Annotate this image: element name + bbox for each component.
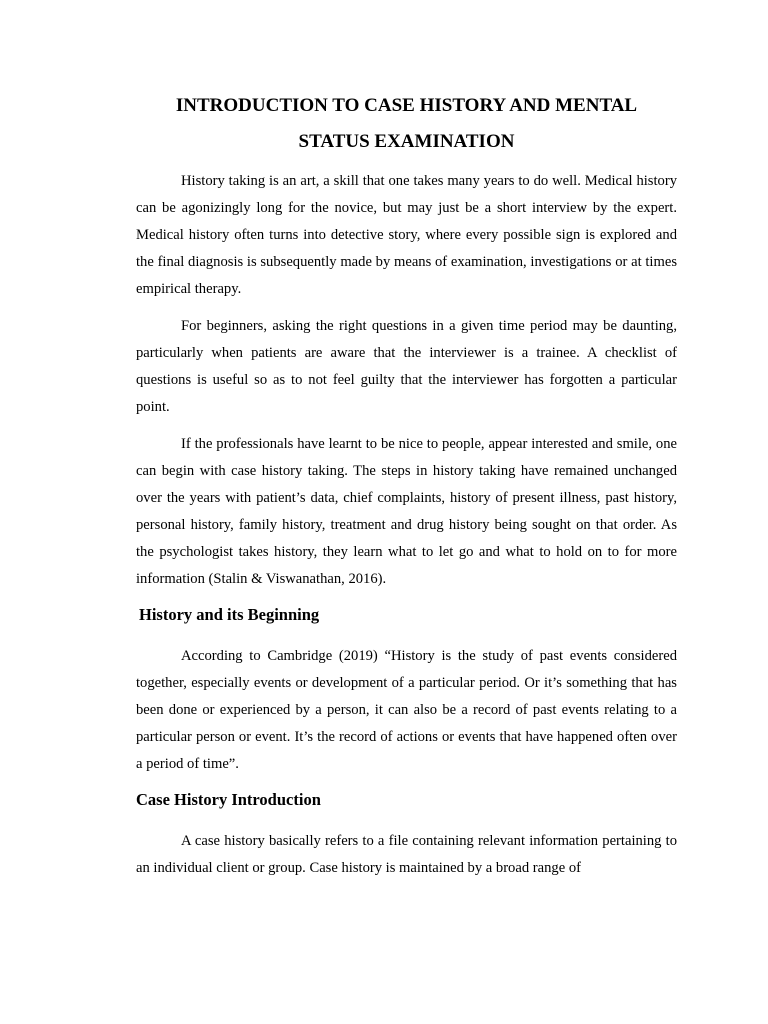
intro-paragraph-1: History taking is an art, a skill that one takes many years to do well. Medical history can be agonizingly long for the novice, but may just be a short interview by the expert. Medical history often turns into detective story, where every possible sign is explored and the final diagnosis is subsequently made by means of examination, investigations or at times empirical therapy.	[136, 173, 677, 297]
section-heading-case-history-introduction: Case History Introduction	[136, 790, 321, 809]
document-page	[136, 88, 677, 892]
intro-paragraph-3: If the professionals have learnt to be nice to people, appear interested and smile, one can begin with case history taking. The steps in history taking have remained unchanged over the years with patient’s data, chief complaints, history of present illness, past history, personal history, family history, treatment and drug history being sought on that order. As the psychologist takes history, they learn what to let go and what to hold on to for more information (Stalin & Viswanathan, 2016).	[136, 436, 677, 587]
document-title	[136, 88, 677, 160]
intro-paragraph-2: For beginners, asking the right questions in a given time period may be daunting, particularly when patients are aware that the interviewer is a trainee. A checklist of questions is useful so as to not feel guilty that the interviewer has forgotten a particular point.	[136, 318, 677, 415]
section-heading-history-beginning: History and its Beginning	[139, 605, 320, 624]
title-line-2: STATUS EXAMINATION	[298, 131, 515, 152]
section-paragraph-case-history-introduction: A case history basically refers to a file containing relevant information pertaining to an individual client or group. Case history is maintained by a broad range of	[136, 833, 677, 876]
section-paragraph-history-beginning: According to Cambridge (2019) “History is the study of past events considered together, especially events or development of a particular period. Or it’s something that has been done or experienced by a person, it can also be a record of past events relating to a particular person or event. It’s the record of actions or events that have happened often over a period of time”.	[136, 648, 677, 772]
title-line-1: INTRODUCTION TO CASE HISTORY AND MENTAL	[175, 95, 638, 116]
